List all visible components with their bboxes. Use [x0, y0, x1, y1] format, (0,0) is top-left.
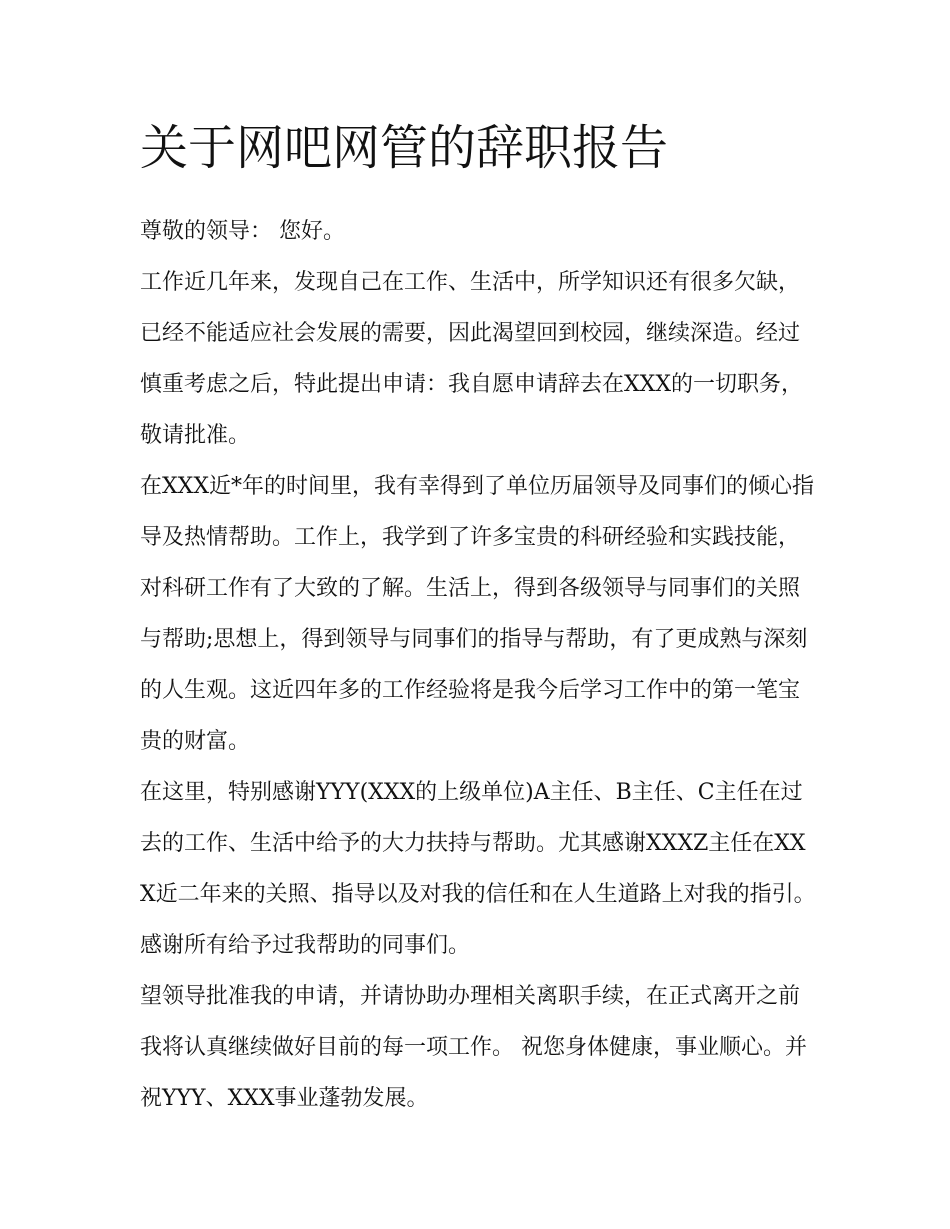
paragraph-special-thanks: 在这里，特别感谢YYY(XXX的上级单位)A主任、B主任、C主任在过去的工作、生活中给予的大力扶持与帮助。尤其感谢XXXZ主任在XXX近二年来的关照、指导以及对我的信任和在人生道路上对我的指引。感谢所有给予过我帮助的同事们。 [140, 780, 816, 958]
greeting-line: 尊敬的领导： 您好。 [140, 219, 345, 244]
document-title: 关于网吧网管的辞职报告 [140, 120, 669, 176]
paragraph-closing: 望领导批准我的申请，并请协助办理相关离职手续，在正式离开之前我将认真继续做好目前的每一项工作。 祝您身体健康，事业顺心。并祝YYY、XXX事业蓬勃发展。 [140, 984, 807, 1111]
document-page [140, 112, 820, 1124]
paragraph-gratitude-colleagues: 在XXX近*年的时间里，我有幸得到了单位历届领导及同事们的倾心指导及热情帮助。工作上，我学到了许多宝贵的科研经验和实践技能，对科研工作有了大致的了解。生活上，得到各级领导与同事们的关照与帮助;思想上，得到领导与同事们的指导与帮助，有了更成熟与深刻的人生观。这近四年多的工作经验将是我今后学习工作中的第一笔宝贵的财富。 [140, 474, 814, 754]
paragraph-intent: 工作近几年来，发现自己在工作、生活中，所学知识还有很多欠缺，已经不能适应社会发展的需要，因此渴望回到校园，继续深造。经过慎重考虑之后，特此提出申请：我自愿申请辞去在XXX的一切职务，敬请批准。 [140, 270, 803, 448]
